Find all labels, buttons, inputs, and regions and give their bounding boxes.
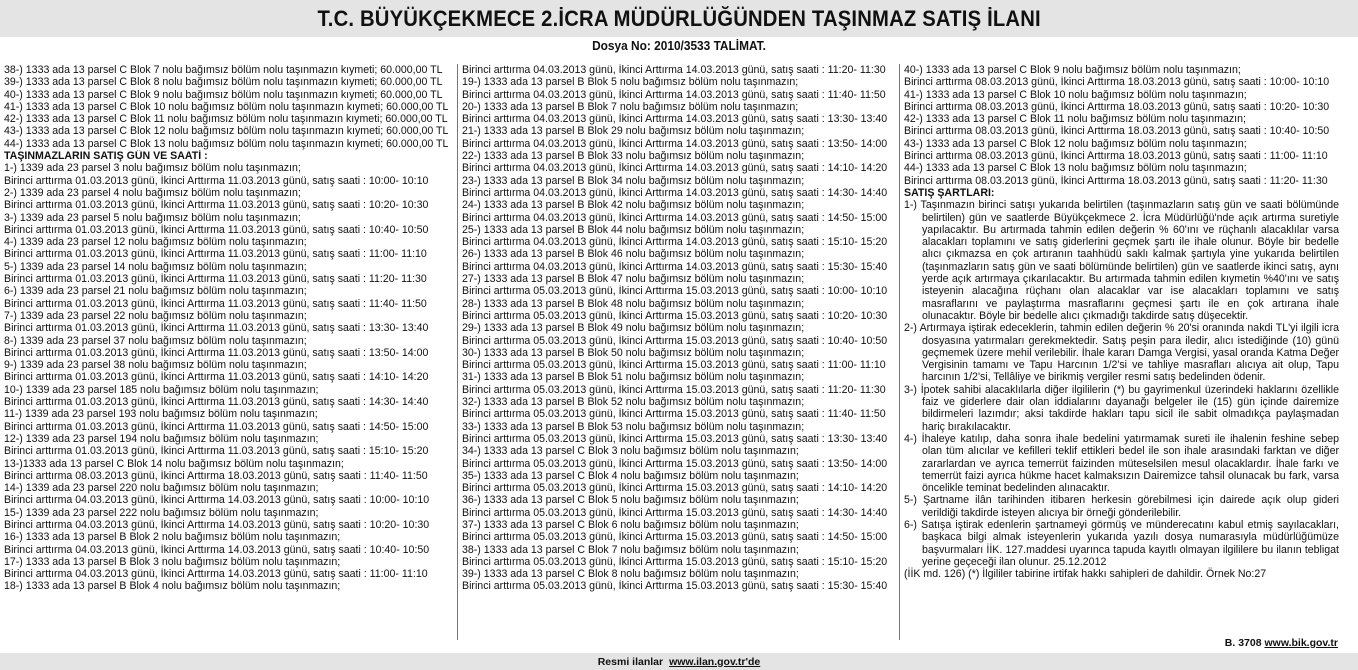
listing-line: 39-) 1333 ada 13 parsel C Blok 8 nolu bağımsız bölüm nolu taşınmazın kıymeti; 60.000,00 TL: [4, 76, 443, 89]
listing-line: 7-) 1339 ada 23 parsel 22 nolu bağımsız bölüm nolu taşınmazın;: [4, 309, 307, 322]
condition-item: 6-) Satışa iştirak edenlerin şartnameyi görmüş ve münderecatını kabul etmiş sayılacakları, başkaca bilgi almak isteyenlerin yukarıda yazılı dosya numarasıyla müdürlüğümüze başvurmaları İİK. 127.maddesi uyarınca tapuda kayıtlı olmayan ilgililere bu ilanın tebligat yerine geçeceği ilan olunur. 25.12.2012: [904, 518, 1339, 568]
reference-number: B. 3708: [1224, 637, 1262, 649]
listing-line: Birinci arttırma 05.03.2013 günü, İkinci Arttırma 15.03.2013 günü, satış saati : 13:50- 14:00: [462, 457, 888, 470]
footnote: (İİK md. 126) (*) İlgililer tabirine irtifak hakkı sahipleri de dahildir. Örnek No:27: [904, 568, 1267, 581]
listing-line: 2-) 1339 ada 23 parsel 4 nolu bağımsız bölüm nolu taşınmazın;: [4, 186, 301, 199]
listing-line: 39-) 1333 ada 13 parsel C Blok 8 nolu bağımsız bölüm nolu taşınmazın;: [462, 568, 799, 581]
listing-line: 21-) 1333 ada 13 parsel B Blok 29 nolu bağımsız bölüm nolu taşınmazın;: [462, 125, 805, 138]
listing-line: Birinci arttırma 01.03.2013 günü, İkinci Arttırma 11.03.2013 günü, satış saati : 11:00- 11:10: [4, 248, 427, 261]
listing-line: Birinci arttırma 04.03.2013 günü, İkinci Arttırma 14.03.2013 günü, satış saati : 11:20- 11:30: [462, 64, 886, 76]
listing-line: Birinci arttırma 05.03.2013 günü, İkinci Arttırma 15.03.2013 günü, satış saati : 14:30- 14:40: [462, 506, 888, 519]
listing-line: 19-) 1333 ada 13 parsel B Blok 5 nolu bağımsız bölüm nolu taşınmazın;: [462, 76, 799, 89]
condition-item: 4-) İhaleye katılıp, daha sonra ihale bedelini yatırmamak sureti ile ihalenin feshine sebep olan tüm alıcılar ve kefilleri teklif ettikleri bedel ile son ihale arasındaki farktan ve diğer zararlardan ve ayrıca temerrüt faizinden müteselsilen mesul olacaklardır. İhale farkı ve temerrüt faizi ayrıca hükme hacet kalmaksızın Dairemizce tahsil olunacak bu fark, varsa öncelikle teminat bedelinden alınacaktır.: [904, 432, 1339, 495]
listing-line: 3-) 1339 ada 23 parsel 5 nolu bağımsız bölüm nolu taşınmazın;: [4, 211, 301, 224]
listing-line: 40-) 1333 ada 13 parsel C Blok 9 nolu bağımsız bölüm nolu taşınmazın kıymeti; 60.000,00 TL: [4, 88, 443, 101]
condition-item: 1-) Taşınmazın birinci satışı yukarıda belirtilen (taşınmazların satış gün ve saati bölümünde belirtilen) gün ve saatlerde Büyükçekmece 2. İcra Müdürlüğü'nde açık artırma suretiyle yapılacaktır. Bu artırmada tahmin edilen değerin % 60'ını ve rüçhanlı alacaklılar varsa alacakları toplamını ve satış giderlerini geçmek şartı ile ihale olunur. Böyle bir bedelle alıcı çıkmazsa en çok artıranın taahhüdü saklı kalmak şartıyla yine yukarıda belirtilen (taşınmazların satış gün ve saati bölümünde belirtilen) gün ve saatlerde ikinci satış, aynı yerde açık artırmaya çıkarılacaktır. Bu artırmada tahmin edilen kıymetin %40'ını ve satış isteyenin alacağına rüçhanı olan alacaklar var ise alacakları toplamını ve satış masraflarını ve paylaştırma masraflarını geçmesi şartı ile en çok artırana ihale olunacaktır. Böyle bir bedelle alıcı çıkmadığı takdirde satış düşecektir.: [904, 199, 1339, 322]
listing-line: Birinci arttırma 04.03.2013 günü, İkinci Arttırma 14.03.2013 günü, satış saati : 14:10- 14:20: [462, 162, 888, 175]
listing-line: Birinci arttırma 05.03.2013 günü, İkinci Arttırma 15.03.2013 günü, satış saati : 15:10- 15:20: [462, 555, 888, 568]
listing-line: 37-) 1333 ada 13 parsel C Blok 6 nolu bağımsız bölüm nolu taşınmazın;: [462, 518, 799, 531]
listing-line: 43-) 1333 ada 13 parsel C Blok 12 nolu bağımsız bölüm nolu taşınmazın kıymeti; 60.000,00 TL: [4, 125, 449, 138]
listing-line: 35-) 1333 ada 13 parsel C Blok 4 nolu bağımsız bölüm nolu taşınmazın;: [462, 469, 799, 482]
listing-line: 22-) 1333 ada 13 parsel B Blok 33 nolu bağımsız bölüm nolu taşınmazın;: [462, 150, 805, 163]
column-2: [462, 64, 897, 593]
listing-line: 44-) 1333 ada 13 parsel C Blok 13 nolu bağımsız bölüm nolu taşınmazın;: [904, 162, 1247, 175]
condition-item: 2-) Artırmaya iştirak edeceklerin, tahmin edilen değerin % 20'si oranında nakdi TL'yi ilgili icra dosyasına yatırmaları gerekmektedir. Satış peşin para iledir, alıcı istediğinde (10) günü geçmemek üzere mehil verilebilir. İhale kararı Damga Vergisi, yasal oranda Katma Değer Vergisinin tamamı ve Tapu Harcının 1/2'si ve tahliye masrafları alıcıya ait olup, Tapu harcının 1/2'si, Tellâliye ve birikmiş vergiler resmi satış bedelinden ödenir.: [904, 322, 1339, 384]
listing-line: 6-) 1339 ada 23 parsel 21 nolu bağımsız bölüm nolu taşınmazın;: [4, 285, 307, 298]
listing-line: Birinci arttırma 05.03.2013 günü, İkinci Arttırma 15.03.2013 günü, satış saati : 15:30- 15:40: [462, 580, 888, 593]
listing-line: 11-) 1339 ada 23 parsel 193 nolu bağımsız bölüm nolu taşınmazın;: [4, 408, 318, 421]
listing-line: Birinci arttırma 01.03.2013 günü, İkinci Arttırma 11.03.2013 günü, satış saati : 11:20- 11:30: [4, 273, 427, 286]
listing-line: Birinci arttırma 04.03.2013 günü, İkinci Arttırma 14.03.2013 günü, satış saati : 11:40- 11:50: [462, 88, 886, 101]
column-divider-1: [457, 64, 458, 640]
ilan-link[interactable]: www.ilan.gov.tr'de: [669, 655, 761, 668]
page-title: T.C. BÜYÜKÇEKMECE 2.İCRA MÜDÜRLÜĞÜNDEN TAŞINMAZ SATIŞ İLANI: [317, 5, 1041, 31]
listing-line: 38-) 1333 ada 13 parsel C Blok 7 nolu bağımsız bölüm nolu taşınmazın kıymeti; 60.000,00 TL: [4, 64, 443, 76]
listing-line: 42-) 1333 ada 13 parsel C Blok 11 nolu bağımsız bölüm nolu taşınmazın kıymeti; 60.000,00 TL: [4, 113, 448, 126]
listing-line: Birinci arttırma 04.03.2013 günü, İkinci Arttırma 14.03.2013 günü, satış saati : 10:00- 10:10: [4, 494, 430, 507]
listing-line: Birinci arttırma 05.03.2013 günü, İkinci Arttırma 15.03.2013 günü, satış saati : 14:50- 15:00: [462, 531, 888, 544]
listing-line: 43-) 1333 ada 13 parsel C Blok 12 nolu bağımsız bölüm nolu taşınmazın;: [904, 137, 1247, 150]
condition-item: 5-) Şartname ilân tarihinden itibaren herkesin görebilmesi için dairede açık olup gideri verildiği takdirde isteyen alıcıya bir örneği gönderilebilir.: [904, 494, 1339, 519]
listing-line: Birinci arttırma 05.03.2013 günü, İkinci Arttırma 15.03.2013 günü, satış saati : 10:20- 10:30: [462, 309, 888, 322]
listing-line: Birinci arttırma 01.03.2013 günü, İkinci Arttırma 11.03.2013 günü, satış saati : 14:30- 14:40: [4, 396, 429, 409]
listing-line: Birinci arttırma 08.03.2013 günü, İkinci Arttırma 18.03.2013 günü, satış saati : 11:40- 11:50: [4, 469, 428, 482]
listing-line: 41-) 1333 ada 13 parsel C Blok 10 nolu bağımsız bölüm nolu taşınmazın kıymeti; 60.000,00 TL: [4, 100, 449, 113]
listing-line: 27-) 1333 ada 13 parsel B Blok 47 nolu bağımsız bölüm nolu taşınmazın;: [462, 273, 805, 286]
listing-line: 34-) 1333 ada 13 parsel C Blok 3 nolu bağımsız bölüm nolu taşınmazın;: [462, 445, 799, 458]
column-3: [904, 64, 1339, 580]
listing-line: 36-) 1333 ada 13 parsel C Blok 5 nolu bağımsız bölüm nolu taşınmazın;: [462, 494, 799, 507]
listing-line: Birinci arttırma 08.03.2013 günü, İkinci Arttırma 18.03.2013 günü, satış saati : 10:40- 10:50: [904, 125, 1330, 138]
listing-line: 9-) 1339 ada 23 parsel 38 nolu bağımsız bölüm nolu taşınmazın;: [4, 359, 307, 372]
listing-line: 32-) 1333 ada 13 parsel B Blok 52 nolu bağımsız bölüm nolu taşınmazın;: [462, 396, 805, 409]
resmi-ilanlar-label: Resmi ilanlar: [597, 655, 664, 668]
listing-line: 30-) 1333 ada 13 parsel B Blok 50 nolu bağımsız bölüm nolu taşınmazın;: [462, 346, 805, 359]
listing-line: 10-) 1339 ada 23 parsel 185 nolu bağımsız bölüm nolu taşınmazın;: [4, 383, 319, 396]
listing-line: 42-) 1333 ada 13 parsel C Blok 11 nolu bağımsız bölüm nolu taşınmazın;: [904, 113, 1246, 126]
listing-line: 24-) 1333 ada 13 parsel B Blok 42 nolu bağımsız bölüm nolu taşınmazın;: [462, 199, 805, 212]
listing-line: 16-) 1333 ada 13 parsel B Blok 2 nolu bağımsız bölüm nolu taşınmazın;: [4, 531, 341, 544]
listing-line: Birinci arttırma 01.03.2013 günü, İkinci Arttırma 11.03.2013 günü, satış saati : 10:20- 10:30: [4, 199, 429, 212]
listing-line: Birinci arttırma 08.03.2013 günü, İkinci Arttırma 18.03.2013 günü, satış saati : 10:20- 10:30: [904, 100, 1330, 113]
listing-line: Birinci arttırma 04.03.2013 günü, İkinci Arttırma 14.03.2013 günü, satış saati : 13:50- 14:00: [462, 137, 888, 150]
listing-line: 31-) 1333 ada 13 parsel B Blok 51 nolu bağımsız bölüm nolu taşınmazın;: [462, 371, 805, 384]
listing-line: Birinci arttırma 04.03.2013 günü, İkinci Arttırma 14.03.2013 günü, satış saati : 15:10- 15:20: [462, 236, 888, 249]
listing-line: Birinci arttırma 05.03.2013 günü, İkinci Arttırma 15.03.2013 günü, satış saati : 10:00- 10:10: [462, 285, 888, 298]
listing-line: Birinci arttırma 01.03.2013 günü, İkinci Arttırma 11.03.2013 günü, satış saati : 15:10- 15:20: [4, 445, 429, 458]
listing-line: Birinci arttırma 01.03.2013 günü, İkinci Arttırma 11.03.2013 günü, satış saati : 13:50- 14:00: [4, 346, 429, 359]
dosya-number: Dosya No: 2010/3533 TALİMAT.: [592, 39, 766, 53]
header-bar: [0, 0, 1358, 37]
listing-line: Birinci arttırma 04.03.2013 günü, İkinci Arttırma 14.03.2013 günü, satış saati : 15:30- 15:40: [462, 260, 888, 273]
listing-line: Birinci arttırma 08.03.2013 günü, İkinci Arttırma 18.03.2013 günü, satış saati : 11:20- 11:30: [904, 174, 1328, 187]
listing-line: Birinci arttırma 05.03.2013 günü, İkinci Arttırma 15.03.2013 günü, satış saati : 13:30- 13:40: [462, 432, 888, 445]
listing-line: Birinci arttırma 04.03.2013 günü, İkinci Arttırma 14.03.2013 günü, satış saati : 13:30- 13:40: [462, 113, 888, 126]
listing-line: 17-) 1333 ada 13 parsel B Blok 3 nolu bağımsız bölüm nolu taşınmazın;: [4, 555, 341, 568]
listing-line: 12-) 1339 ada 23 parsel 194 nolu bağımsız bölüm nolu taşınmazın;: [4, 432, 319, 445]
bik-link[interactable]: www.bik.gov.tr: [1264, 637, 1338, 649]
sale-conditions: [904, 199, 1339, 568]
listing-line: 44-) 1333 ada 13 parsel C Blok 13 nolu bağımsız bölüm nolu taşınmazın kıymeti; 60.000,00 TL: [4, 137, 449, 150]
listing-line: SATIŞ ŞARTLARI:: [904, 186, 995, 199]
listing-line: 18-) 1333 ada 13 parsel B Blok 4 nolu bağımsız bölüm nolu taşınmazın;: [4, 580, 341, 593]
listing-line: Birinci arttırma 05.03.2013 günü, İkinci Arttırma 15.03.2013 günü, satış saati : 11:00- 11:10: [462, 359, 886, 372]
listing-line: Birinci arttırma 04.03.2013 günü, İkinci Arttırma 14.03.2013 günü, satış saati : 14:30- 14:40: [462, 186, 888, 199]
listing-line: Birinci arttırma 05.03.2013 günü, İkinci Arttırma 15.03.2013 günü, satış saati : 14:10- 14:20: [462, 482, 888, 495]
bottom-bar: [0, 653, 1358, 670]
listing-line: Birinci arttırma 01.03.2013 günü, İkinci Arttırma 11.03.2013 günü, satış saati : 14:50- 15:00: [4, 420, 429, 433]
listing-line: 1-) 1339 ada 23 parsel 3 nolu bağımsız bölüm nolu taşınmazın;: [4, 162, 301, 175]
listing-line: 26-) 1333 ada 13 parsel B Blok 46 nolu bağımsız bölüm nolu taşınmazın;: [462, 248, 805, 261]
listing-line: Birinci arttırma 05.03.2013 günü, İkinci Arttırma 15.03.2013 günü, satış saati : 11:20- 11:30: [462, 383, 886, 396]
listing-line: 41-) 1333 ada 13 parsel C Blok 10 nolu bağımsız bölüm nolu taşınmazın;: [904, 88, 1247, 101]
column-3-lines: [904, 64, 1339, 199]
listing-line: 14-) 1339 ada 23 parsel 220 nolu bağımsız bölüm nolu taşınmazın;: [4, 482, 319, 495]
listing-line: 13-)1333 ada 13 parsel C Blok 14 nolu bağımsız bölüm nolu taşınmazın;: [4, 457, 344, 470]
listing-line: 38-) 1333 ada 13 parsel C Blok 7 nolu bağımsız bölüm nolu taşınmazın;: [462, 543, 799, 556]
listing-line: 4-) 1339 ada 23 parsel 12 nolu bağımsız bölüm nolu taşınmazın;: [4, 236, 307, 249]
listing-line: TAŞINMAZLARIN SATIŞ GÜN VE SAATİ :: [4, 150, 208, 163]
listing-line: 29-) 1333 ada 13 parsel B Blok 49 nolu bağımsız bölüm nolu taşınmazın;: [462, 322, 805, 335]
listing-line: 33-) 1333 ada 13 parsel B Blok 53 nolu bağımsız bölüm nolu taşınmazın;: [462, 420, 805, 433]
column-divider-2: [899, 64, 900, 640]
condition-item: 3-) İpotek sahibi alacaklılarla diğer ilgililerin (*) bu gayrimenkul üzerindeki haklarını özellikle faiz ve giderlere dair olan iddialarını dayanağı belgeler ile (15) gün içinde dairemize bildirmeleri lazımdır; aksi takdirde hakları tapu sicil ile sabit olmadıkça paylaşmadan hariç bırakılacaktır.: [904, 383, 1339, 433]
listing-line: Birinci arttırma 04.03.2013 günü, İkinci Arttırma 14.03.2013 günü, satış saati : 11:00- 11:10: [4, 568, 428, 581]
column-1: [4, 64, 454, 593]
listing-line: Birinci arttırma 05.03.2013 günü, İkinci Arttırma 15.03.2013 günü, satış saati : 10:40- 10:50: [462, 334, 888, 347]
listing-line: Birinci arttırma 01.03.2013 günü, İkinci Arttırma 11.03.2013 günü, satış saati : 14:10- 14:20: [4, 371, 429, 384]
listing-line: Birinci arttırma 04.03.2013 günü, İkinci Arttırma 14.03.2013 günü, satış saati : 10:40- 10:50: [4, 543, 430, 556]
listing-line: Birinci arttırma 01.03.2013 günü, İkinci Arttırma 11.03.2013 günü, satış saati : 13:30- 13:40: [4, 322, 429, 335]
listing-line: 23-) 1333 ada 13 parsel B Blok 34 nolu bağımsız bölüm nolu taşınmazın;: [462, 174, 805, 187]
listing-line: 28-) 1333 ada 13 parsel B Blok 48 nolu bağımsız bölüm nolu taşınmazın;: [462, 297, 805, 310]
listing-line: Birinci arttırma 04.03.2013 günü, İkinci Arttırma 14.03.2013 günü, satış saati : 10:20- 10:30: [4, 518, 430, 531]
listing-line: 5-) 1339 ada 23 parsel 14 nolu bağımsız bölüm nolu taşınmazın;: [4, 260, 307, 273]
listing-line: Birinci arttırma 08.03.2013 günü, İkinci Arttırma 18.03.2013 günü, satış saati : 11:00- 11:10: [904, 150, 1328, 163]
footer-ref: [1225, 637, 1338, 649]
listing-line: 40-) 1333 ada 13 parsel C Blok 9 nolu bağımsız bölüm nolu taşınmazın;: [904, 64, 1241, 76]
listing-line: Birinci arttırma 05.03.2013 günü, İkinci Arttırma 15.03.2013 günü, satış saati : 11:40- 11:50: [462, 408, 886, 421]
listing-line: Birinci arttırma 04.03.2013 günü, İkinci Arttırma 14.03.2013 günü, satış saati : 14:50- 15:00: [462, 211, 888, 224]
listing-line: Birinci arttırma 01.03.2013 günü, İkinci Arttırma 11.03.2013 günü, satış saati : 11:40- 11:50: [4, 297, 427, 310]
listing-line: 8-) 1339 ada 23 parsel 37 nolu bağımsız bölüm nolu taşınmazın;: [4, 334, 307, 347]
listing-line: Birinci arttırma 01.03.2013 günü, İkinci Arttırma 11.03.2013 günü, satış saati : 10:40- 10:50: [4, 223, 429, 236]
listing-line: Birinci arttırma 08.03.2013 günü, İkinci Arttırma 18.03.2013 günü, satış saati : 10:00- 10:10: [904, 76, 1330, 89]
listing-line: 25-) 1333 ada 13 parsel B Blok 44 nolu bağımsız bölüm nolu taşınmazın;: [462, 223, 805, 236]
listing-line: Birinci arttırma 01.03.2013 günü, İkinci Arttırma 11.03.2013 günü, satış saati : 10:00- 10:10: [4, 174, 429, 187]
listing-line: 20-) 1333 ada 13 parsel B Blok 7 nolu bağımsız bölüm nolu taşınmazın;: [462, 100, 799, 113]
listing-line: 15-) 1339 ada 23 parsel 222 nolu bağımsız bölüm nolu taşınmazın;: [4, 506, 319, 519]
